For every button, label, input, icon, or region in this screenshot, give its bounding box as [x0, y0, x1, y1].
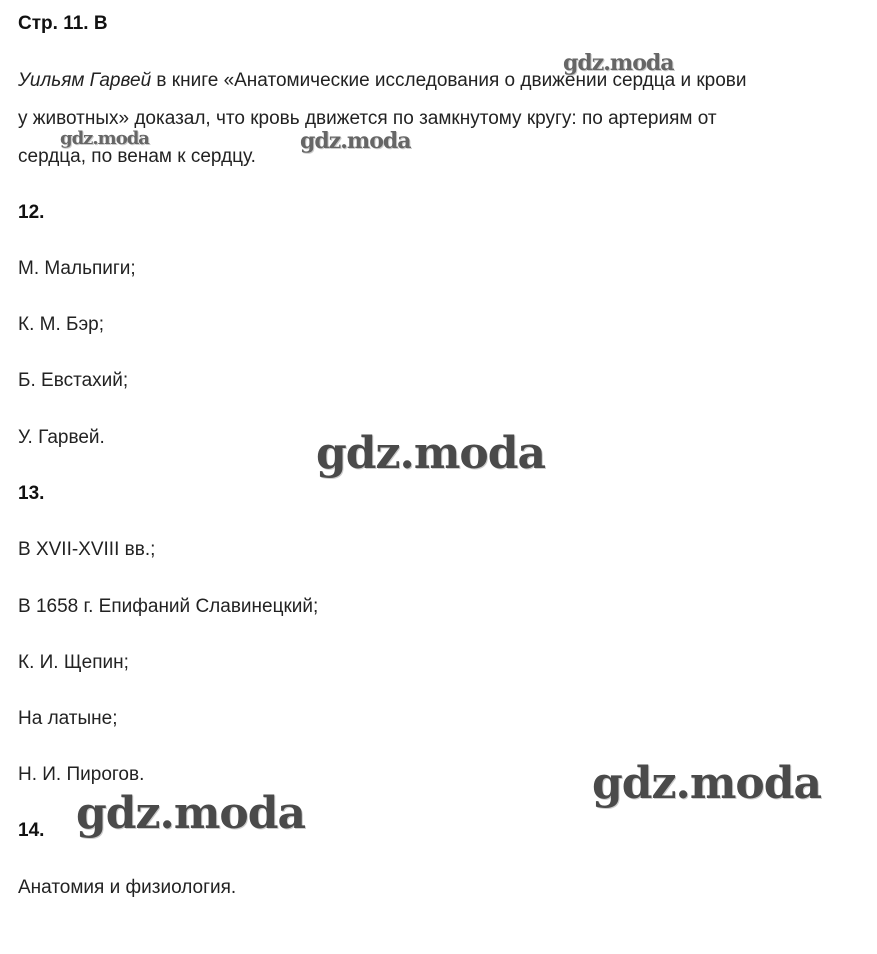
intro-line-3: сердца, по венам к сердцу. [18, 146, 256, 167]
watermark: gdz.moda [316, 428, 546, 479]
watermark: gdz.moda [592, 758, 822, 809]
q13-answer-3: К. И. Щепин; [18, 652, 129, 673]
q12-answer-2: К. М. Бэр; [18, 314, 105, 335]
q12-answer-3: Б. Евстахий; [18, 370, 129, 391]
question-14-number: 14. [18, 820, 45, 841]
watermark: gdz.moda [60, 128, 149, 149]
q13-answer-5: Н. И. Пирогов. [18, 764, 145, 785]
question-13-number: 13. [18, 483, 45, 504]
q13-answer-2: В 1658 г. Епифаний Славинецкий; [18, 596, 319, 617]
intro-line-2: у животных» доказал, что кровь движется по замкнутому кругу: по артериям от [18, 108, 717, 129]
author-name: Уильям Гарвей [18, 70, 152, 91]
q12-answer-1: М. Мальпиги; [18, 258, 136, 279]
watermark: gdz.moda [563, 50, 674, 76]
intro-line-1-text: в книге «Анатомические исследования о движении сердца и крови [151, 70, 747, 91]
q14-answer-1: Анатомия и физиология. [18, 877, 237, 898]
page-header: Стр. 11. В [18, 13, 108, 34]
watermark: gdz.moda [76, 788, 306, 839]
q12-answer-4: У. Гарвей. [18, 427, 105, 448]
question-12-number: 12. [18, 202, 45, 223]
q13-answer-4: На латыне; [18, 708, 118, 729]
intro-line-1 [18, 70, 747, 92]
watermark: gdz.moda [300, 128, 411, 154]
q13-answer-1: В XVII-XVIII вв.; [18, 539, 156, 560]
